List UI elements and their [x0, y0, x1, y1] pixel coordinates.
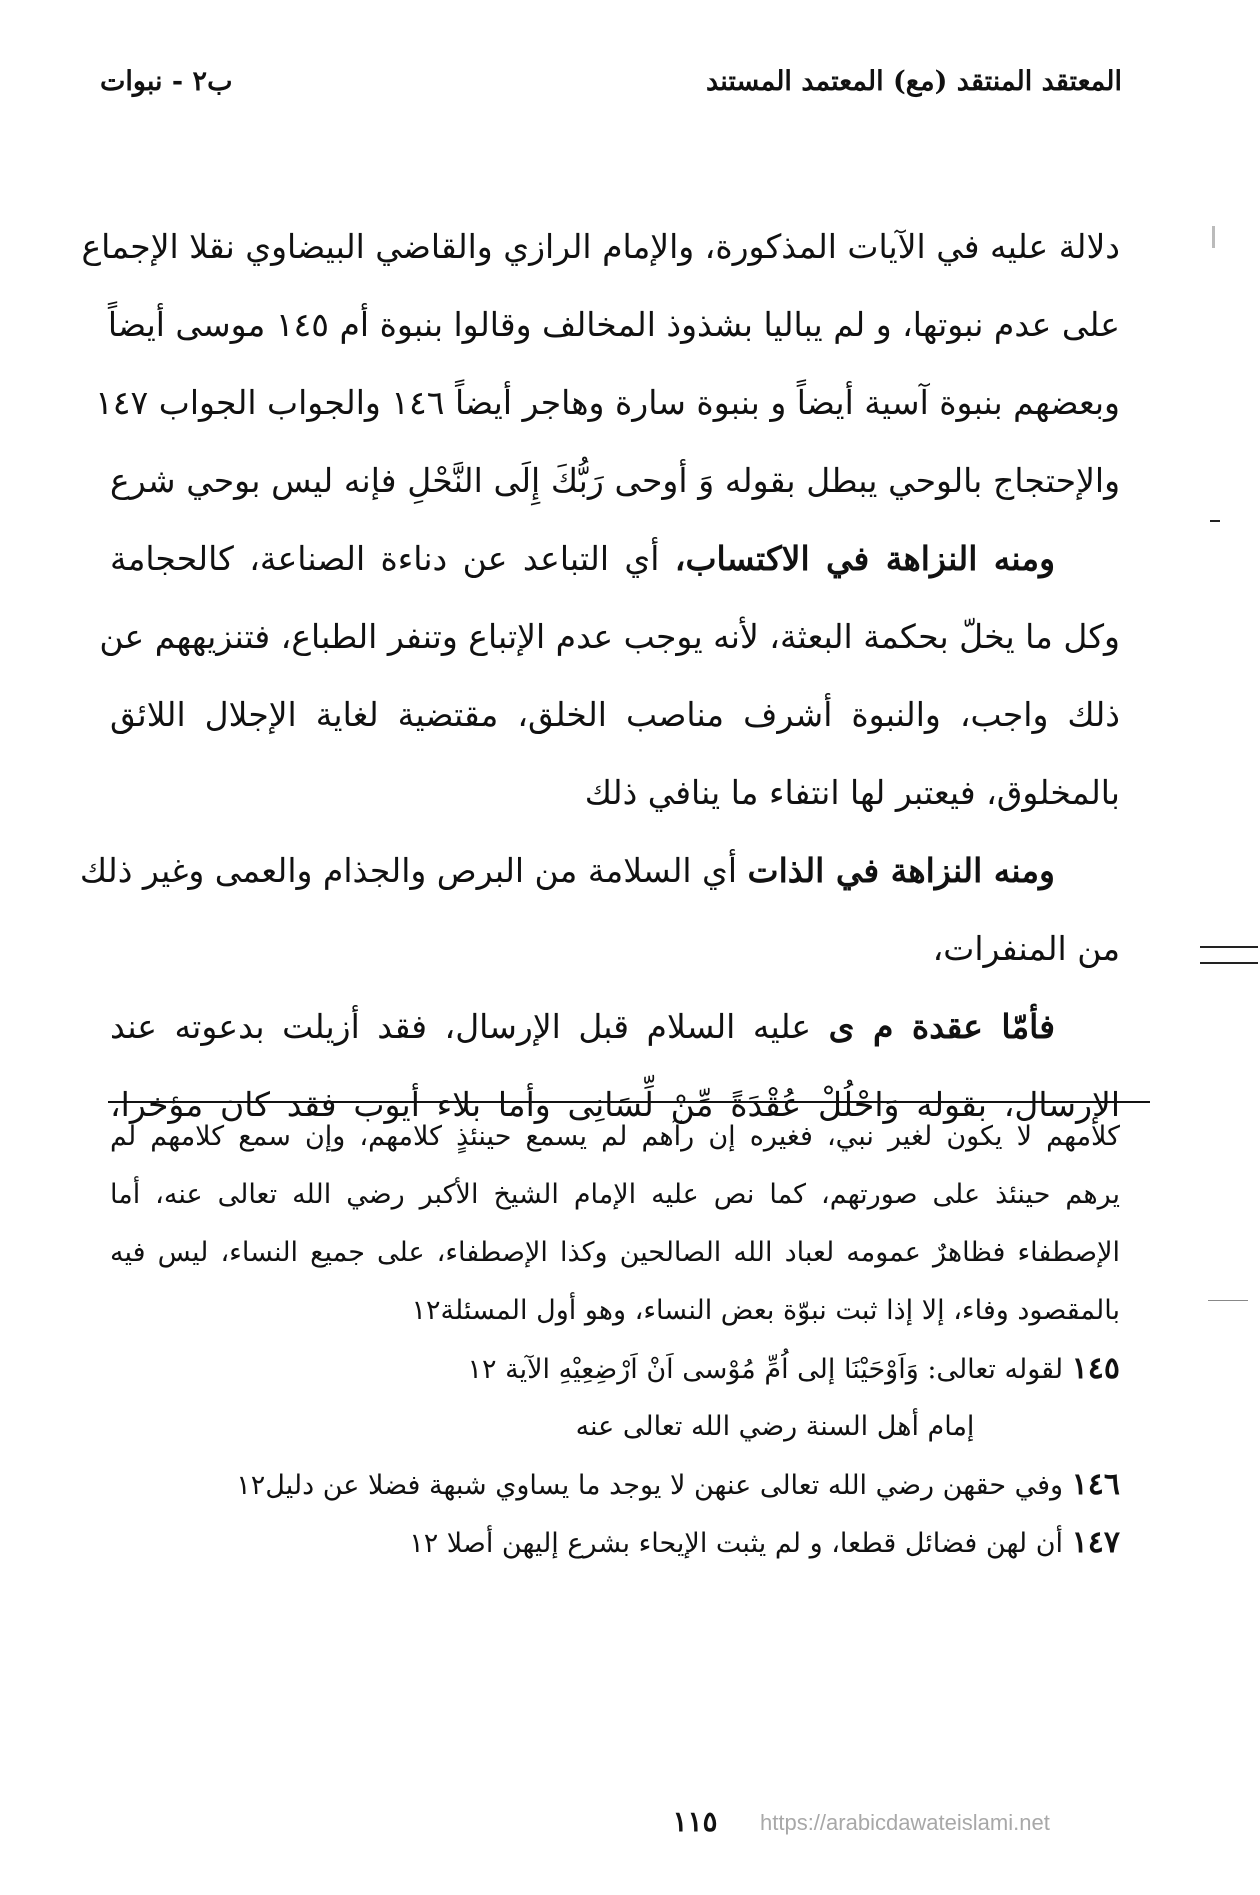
margin-mark	[1200, 962, 1258, 964]
body-line: دلالة عليه في الآيات المذكورة، والإمام الرازي والقاضي البيضاوي نقلا الإجماع	[81, 227, 1120, 266]
footnote-text: وفي حقهن رضي الله تعالى عنهن لا يوجد ما يساوي شبهة فضلا عن دليل١٢	[236, 1470, 1064, 1501]
page-number: ١١٥	[672, 1805, 718, 1838]
body-span: أي السلامة من البرص والجذام والعمى وغير ذلك	[79, 851, 748, 890]
footnote-line: كلامهم لا يكون لغير نبي، فغيره إن رآهم لم يسمع حينئذٍ كلامهم، وإن سمع كلامهم لم	[110, 1121, 1120, 1152]
body-line: وبعضهم بنبوة آسية أيضاً و بنبوة سارة وهاجر أيضاً ١٤٦ والجواب الجواب ١٤٧	[95, 383, 1120, 422]
footnote-line: يرهم حينئذ على صورتهم، كما نص عليه الإمام الشيخ الأكبر رضي الله تعالى عنه، أما	[110, 1179, 1120, 1210]
footnote-number: ١٤٦	[1071, 1467, 1120, 1502]
paragraph-heading: فأمّا عقدة م ى	[828, 1007, 1055, 1046]
paragraph-first-line	[79, 832, 1120, 910]
footnote-attribution: إمام أهل السنة رضي الله تعالى عنه	[575, 1411, 975, 1442]
footnote-text: أن لهن فضائل قطعا، و لم يثبت الإيحاء بشرع إليهن أصلا ١٢	[409, 1528, 1064, 1559]
paragraph-heading: ومنه النزاهة في الذات	[747, 851, 1055, 890]
body-line: على عدم نبوتها، و لم يباليا بشذوذ المخالف وقالوا بنبوة أم ١٤٥ موسى أيضاً	[107, 305, 1120, 344]
running-title: المعتقد المنتقد (مع) المعتمد المستند	[706, 66, 1122, 97]
body-span: عليه السلام قبل الإرسال، فقد أزيلت بدعوته عند	[110, 1007, 829, 1046]
margin-mark	[1210, 520, 1220, 522]
main-text	[79, 208, 1120, 1144]
footnote-line: بالمقصود وفاء، إلا إذا ثبت نبوّة بعض النساء، وهو أول المسئلة١٢	[411, 1295, 1120, 1326]
margin-mark	[1200, 946, 1258, 948]
footnote-147	[110, 1514, 1120, 1572]
body-line: ذلك واجب، والنبوة أشرف مناصب الخلق، مقتضية لغاية الإجلال اللائق	[110, 695, 1120, 734]
watermark-url: https://arabicdawateislami.net	[760, 1810, 1050, 1835]
footnotes	[110, 1108, 1120, 1572]
body-line: الإرسال، بقوله وَاحْلُلْ عُقْدَةً مِّنْ لِّسَانِى وأما بلاء أيوب فقد كان مؤخرا،	[110, 1085, 1120, 1124]
footnote-145	[110, 1340, 1120, 1398]
footnote-number: ١٤٥	[1071, 1351, 1120, 1386]
footnote-line: الإصطفاء فظاهرٌ عمومه لعباد الله الصالحين وكذا الإصطفاء، على جميع النساء، ليس فيه	[110, 1237, 1120, 1268]
footnote-146	[110, 1456, 1120, 1514]
body-line: بالمخلوق، فيعتبر لها انتفاء ما ينافي ذلك	[584, 773, 1120, 812]
margin-mark	[1208, 1300, 1248, 1301]
margin-mark	[1212, 226, 1215, 248]
paragraph-first-line	[110, 520, 1120, 598]
body-line: وكل ما يخلّ بحكمة البعثة، لأنه يوجب عدم الإتباع وتنفر الطباع، فتنزيههم عن	[99, 617, 1120, 656]
body-line: والإحتجاج بالوحي يبطل بقوله وَ أوحى رَبُّكَ إِلَى النَّحْلِ فإنه ليس بوحي شرع	[110, 461, 1120, 500]
footnote-number: ١٤٧	[1071, 1525, 1120, 1560]
footnote-text: لقوله تعالى: وَاَوْحَيْنَا إلى اُمِّ مُوْسى اَنْ اَرْضِعِيْهِ الآية ١٢	[467, 1354, 1064, 1385]
footnote-divider	[108, 1101, 1150, 1103]
paragraph-first-line	[110, 988, 1120, 1066]
paragraph-heading: ومنه النزاهة في الاكتساب،	[674, 539, 1056, 578]
section-label: ب٢ - نبوات	[100, 66, 233, 97]
body-span: أي التباعد عن دناءة الصناعة، كالحجامة	[110, 539, 675, 578]
body-line: من المنفرات،	[932, 929, 1120, 968]
